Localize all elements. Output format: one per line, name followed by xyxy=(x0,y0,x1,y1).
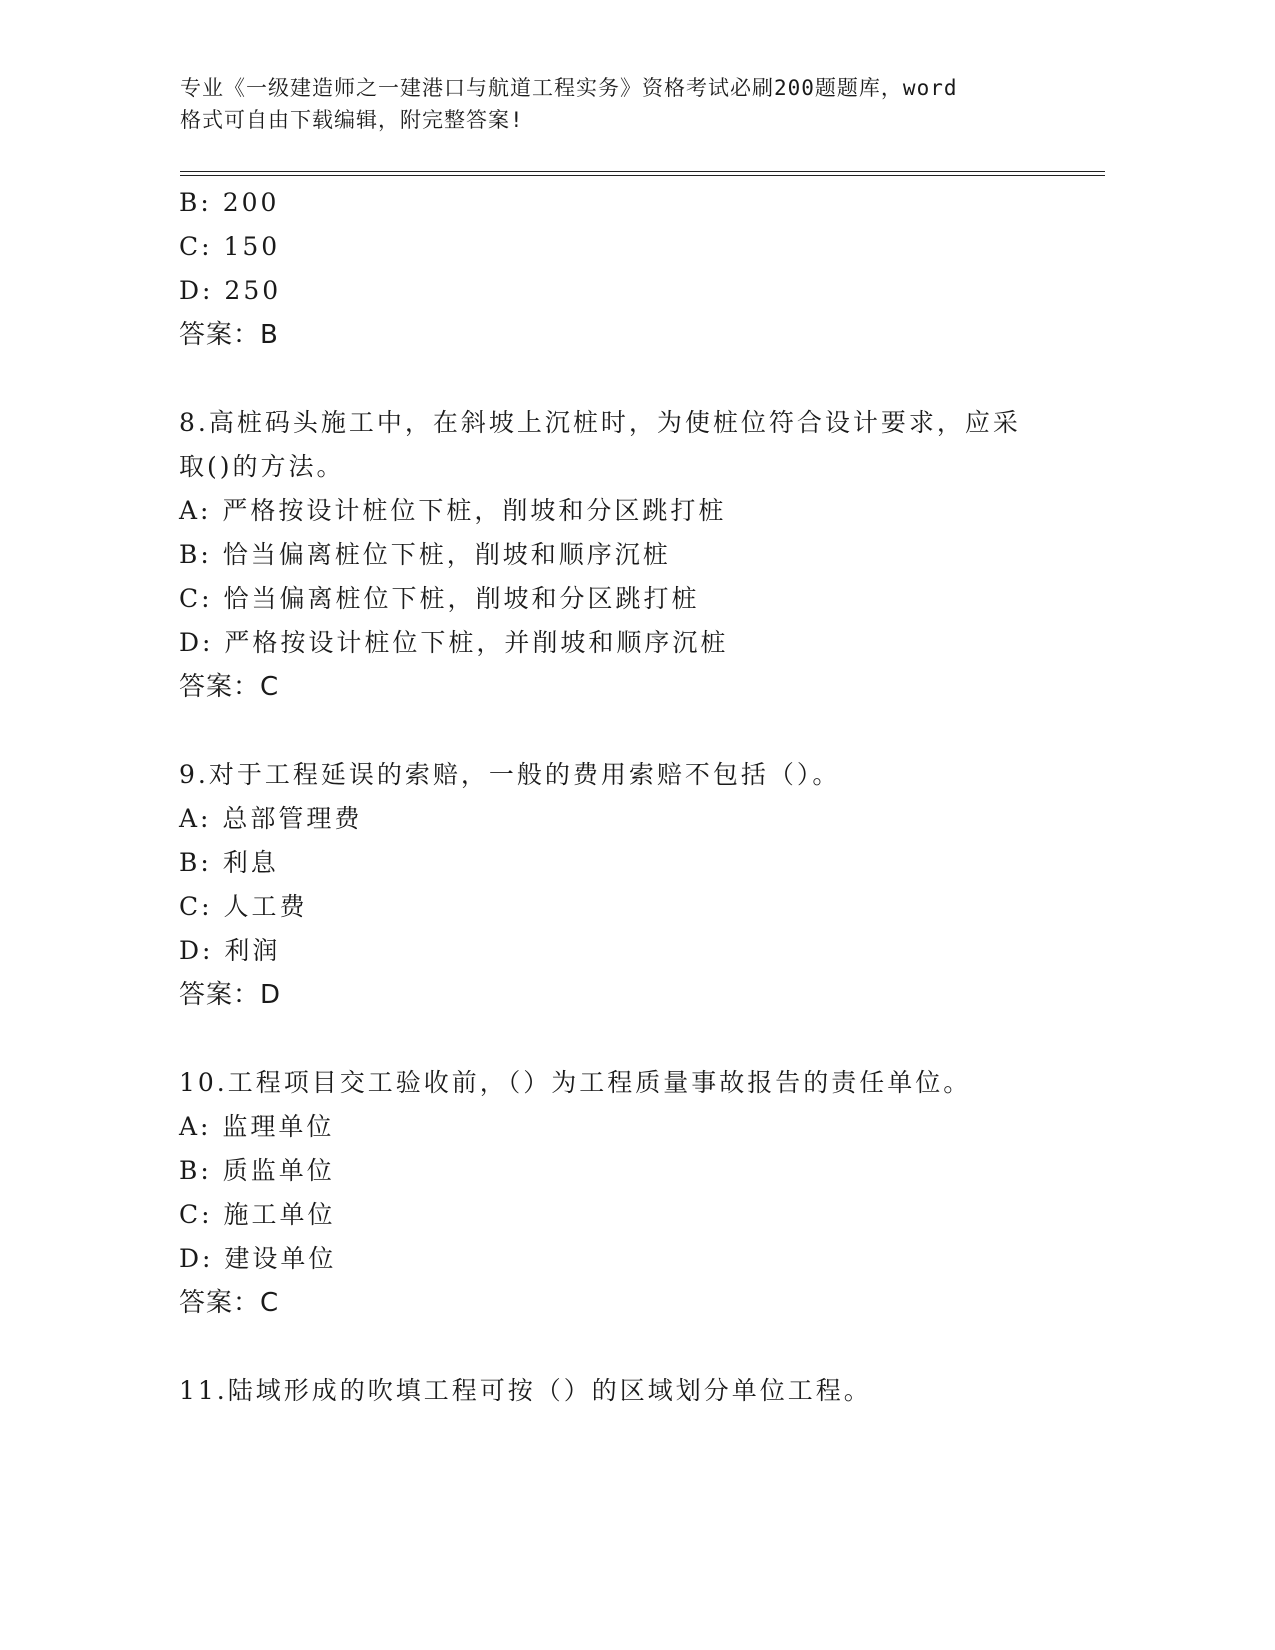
header-divider-top xyxy=(180,171,1105,172)
question-stem-line-1: 10.工程项目交工验收前，（）为工程质量事故报告的责任单位。 xyxy=(179,1068,972,1097)
question-10 xyxy=(179,1064,1104,1328)
document-body xyxy=(179,184,1104,1416)
question-7-tail xyxy=(179,184,1104,360)
option-d: D: 严格按设计桩位下桩，并削坡和顺序沉桩 xyxy=(179,628,729,657)
question-stem-line-2: 取()的方法。 xyxy=(179,452,345,481)
question-11 xyxy=(179,1372,1104,1416)
option-b: B: 恰当偏离桩位下桩，削坡和顺序沉桩 xyxy=(179,540,671,569)
option-d: D: 利润 xyxy=(179,936,281,965)
option-a: A: 监理单位 xyxy=(179,1112,335,1141)
option-d: D: 建设单位 xyxy=(179,1244,337,1273)
answer-line: 答案：B xyxy=(179,320,279,350)
option-b: B: 利息 xyxy=(179,848,279,877)
question-stem-line-1: 8.高桩码头施工中，在斜坡上沉桩时，为使桩位符合设计要求，应采 xyxy=(179,408,1021,437)
option-c: C: 人工费 xyxy=(179,892,308,921)
question-9 xyxy=(179,756,1104,1020)
header-divider-bottom xyxy=(180,175,1105,176)
header-line-2: 格式可自由下载编辑，附完整答案! xyxy=(180,108,524,132)
option-c: C: 施工单位 xyxy=(179,1200,336,1229)
option-a: A: 严格按设计桩位下桩，削坡和分区跳打桩 xyxy=(179,496,727,525)
option-c: C: 恰当偏离桩位下桩，削坡和分区跳打桩 xyxy=(179,584,700,613)
option-b: B: 质监单位 xyxy=(179,1156,335,1185)
question-stem-line-1: 9.对于工程延误的索赔，一般的费用索赔不包括（）。 xyxy=(179,760,841,789)
header-line-1: 专业《一级建造师之一建港口与航道工程实务》资格考试必刷200题题库，word xyxy=(180,76,958,100)
answer-line: 答案：C xyxy=(179,672,280,702)
question-stem-line-1: 11.陆域形成的吹填工程可按（）的区域划分单位工程。 xyxy=(179,1376,872,1405)
option-c: C: 150 xyxy=(179,232,281,261)
answer-line: 答案：C xyxy=(179,1288,280,1318)
option-a: A: 总部管理费 xyxy=(179,804,363,833)
option-b: B: 200 xyxy=(179,188,280,217)
question-8 xyxy=(179,404,1104,712)
answer-line: 答案：D xyxy=(179,980,282,1010)
document-header xyxy=(180,72,1060,136)
option-d: D: 250 xyxy=(179,276,282,305)
